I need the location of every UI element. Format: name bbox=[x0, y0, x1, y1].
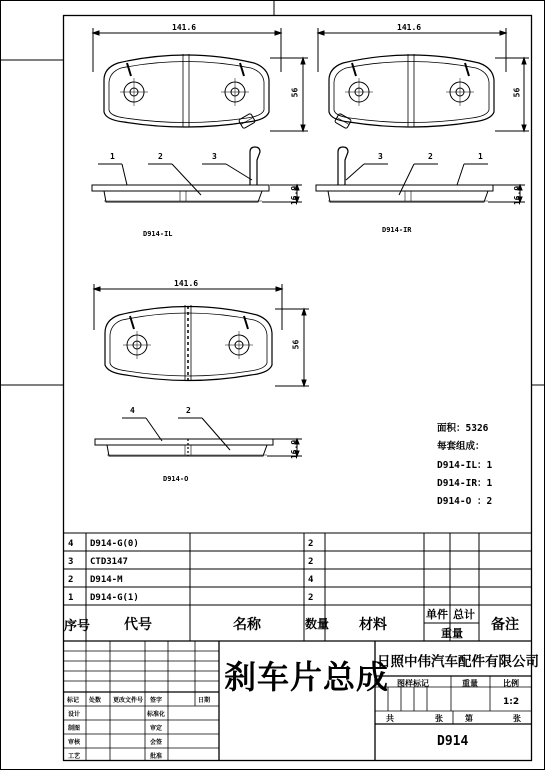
header-no: 序号 bbox=[64, 619, 91, 634]
sheet-unit-label-2: 张 bbox=[513, 714, 521, 723]
header-remark: 备注 bbox=[491, 617, 519, 633]
o-thickness-dim: 16.9 bbox=[290, 439, 300, 460]
row-3-qty: 4 bbox=[308, 575, 314, 585]
signoff-sign: 签字 bbox=[150, 697, 163, 704]
header-code: 代号 bbox=[124, 617, 152, 633]
scale-label: 比例 bbox=[503, 679, 519, 688]
countersign-label: 会签 bbox=[150, 739, 163, 746]
il-callout-3: 3 bbox=[212, 152, 217, 161]
spec-line-ir: D914-IR：1 bbox=[437, 478, 493, 489]
spec-line-il: D914-IL：1 bbox=[437, 460, 493, 471]
review-label: 审定 bbox=[150, 725, 163, 732]
header-material: 材料 bbox=[359, 617, 387, 633]
row-4-qty: 2 bbox=[308, 593, 314, 603]
ir-caption: D914-IR bbox=[382, 226, 412, 234]
view-il-plan bbox=[93, 28, 308, 131]
ir-height-dim: 56 bbox=[512, 87, 522, 98]
il-callout-2: 2 bbox=[158, 152, 163, 161]
row-4-no: 1 bbox=[68, 593, 74, 603]
approve-label: 批准 bbox=[150, 753, 163, 760]
il-caption: D914-IL bbox=[143, 230, 173, 238]
process-label: 工艺 bbox=[68, 753, 81, 760]
spec-set-label: 每套组成： bbox=[437, 441, 485, 452]
o-caption: D914-O bbox=[163, 475, 189, 483]
o-callout-4: 4 bbox=[130, 406, 135, 415]
il-thickness-dim: 16.9 bbox=[290, 185, 300, 206]
signoff-date: 日期 bbox=[198, 697, 211, 704]
view-ir-plan bbox=[318, 28, 529, 131]
total-sheets-label: 共 bbox=[386, 714, 394, 723]
sheet-no-label: 第 bbox=[465, 714, 473, 723]
ir-callout-2: 2 bbox=[428, 152, 433, 161]
o-height-dim: 56 bbox=[291, 339, 301, 350]
view-o-plan bbox=[94, 284, 309, 386]
sheets-unit-label: 张 bbox=[435, 714, 443, 723]
il-height-dim: 56 bbox=[290, 87, 300, 98]
o-callout-2: 2 bbox=[186, 406, 191, 415]
ir-width-dim: 141.6 bbox=[397, 23, 422, 32]
stage-mark-label: 图样标记 bbox=[397, 679, 429, 688]
row-2-no: 3 bbox=[68, 557, 74, 567]
row-1-no: 4 bbox=[68, 539, 74, 549]
row-3-code: D914-M bbox=[90, 575, 123, 585]
header-total: 总计 bbox=[453, 608, 475, 621]
ir-callout-3: 3 bbox=[378, 152, 383, 161]
view-o-side bbox=[95, 418, 302, 456]
signoff-count: 处数 bbox=[89, 697, 102, 704]
company-name: 日照中伟汽车配件有限公司 bbox=[377, 654, 539, 670]
view-il-side bbox=[92, 147, 302, 202]
ir-callout-1: 1 bbox=[478, 152, 483, 161]
signoff-doc: 更改文件号 bbox=[113, 697, 144, 704]
design-label: 设计 bbox=[68, 711, 81, 718]
weight-label: 重量 bbox=[462, 679, 478, 688]
signoff-mark: 标记 bbox=[67, 697, 80, 704]
ir-thickness-dim: 16.9 bbox=[513, 185, 523, 206]
spec-area: 面积：5326 bbox=[437, 423, 489, 434]
standardize-label: 标准化 bbox=[147, 711, 166, 718]
row-2-qty: 2 bbox=[308, 557, 314, 567]
o-width-dim: 141.6 bbox=[174, 279, 199, 288]
check-label: 审核 bbox=[68, 739, 81, 746]
header-qty: 数量 bbox=[305, 617, 330, 631]
inner-frame bbox=[64, 16, 532, 761]
scale-value: 1:2 bbox=[503, 697, 520, 707]
header-single: 单件 bbox=[426, 608, 448, 621]
drawing-number: D914 bbox=[437, 734, 469, 749]
view-ir-side bbox=[316, 147, 525, 202]
spec-line-o: D914-O ：2 bbox=[437, 496, 493, 507]
draw-label: 制图 bbox=[68, 725, 81, 732]
row-4-code: D914-G(1) bbox=[90, 593, 139, 603]
il-callout-1: 1 bbox=[110, 152, 115, 161]
row-2-code: CTD3147 bbox=[90, 557, 128, 567]
drawing-title: 刹车片总成 bbox=[224, 658, 390, 696]
header-name: 名称 bbox=[233, 617, 261, 633]
row-3-no: 2 bbox=[68, 575, 74, 585]
il-width-dim: 141.6 bbox=[172, 23, 197, 32]
row-1-code: D914-G(0) bbox=[90, 539, 139, 549]
header-weight: 重量 bbox=[441, 627, 463, 640]
row-1-qty: 2 bbox=[308, 539, 314, 549]
